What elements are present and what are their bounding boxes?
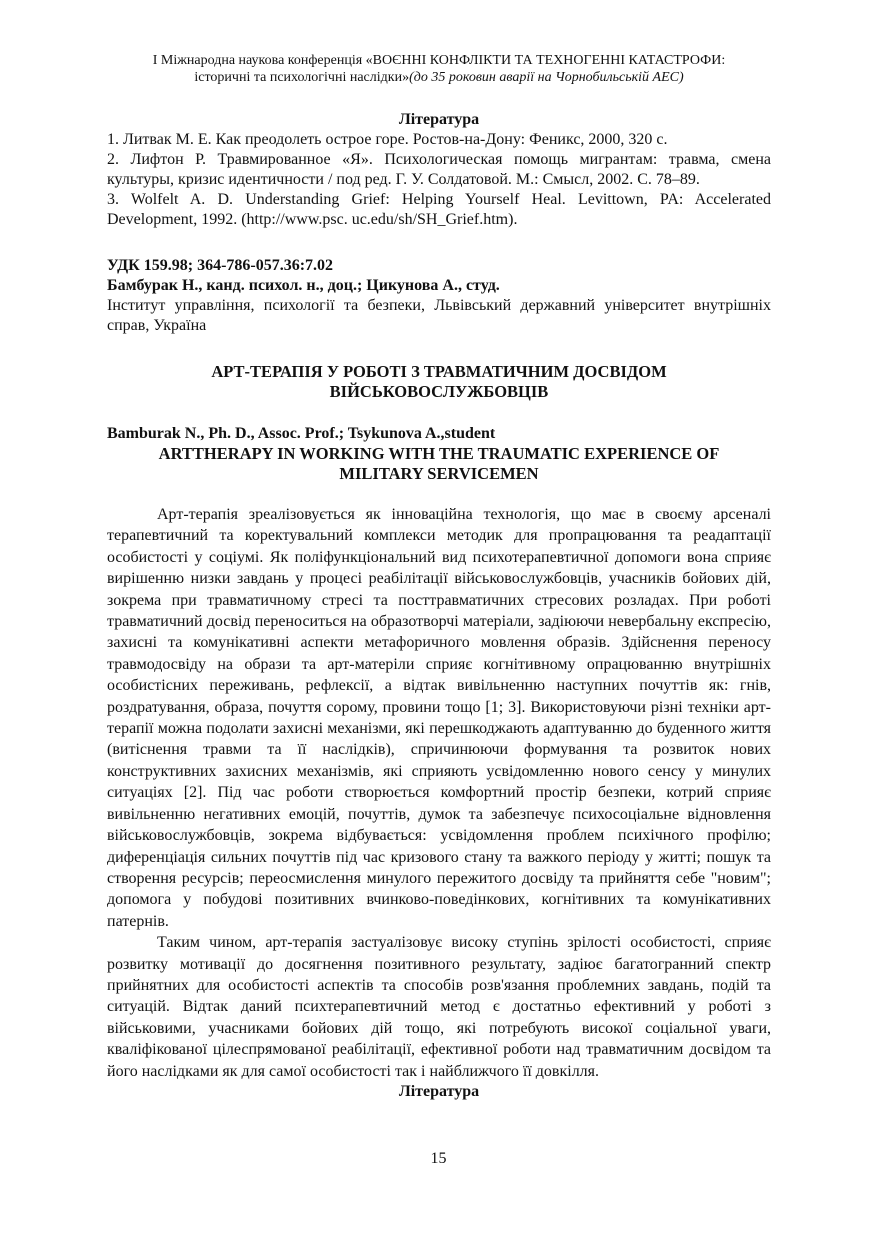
page-number: 15 bbox=[430, 1150, 447, 1167]
running-header-note: (до 35 роковин аварії на Чорнобильській АЕС) bbox=[409, 70, 684, 85]
article-title-english-line-2: MILITARY SERVICEMEN bbox=[339, 464, 539, 483]
article-title-english bbox=[107, 444, 771, 484]
document-page bbox=[107, 52, 771, 1102]
article-title-english-line-1: ARTTHERAPY IN WORKING WITH THE TRAUMATIC EXPERIENCE OF bbox=[158, 444, 720, 463]
body-paragraph: Арт-терапія зреалізовується як інноваційна технологія, що має в своєму арсеналі терапевтичний та коректувальний комплекси методик для пропрацювання та реадаптації особистості у соціумі. Як поліфункціональний вид психотерапевтичної допомоги вона сприяє вирішенню низки завдань у процесі реабілітації військовослужбовців, учасників бойових дій, зокрема при травматичному стресі та посттравматичних стресових розладах. При роботі травматичний досвід переноситься на образотворчі матеріали, задіюючи невербальну експресію, захисні та комунікативні аспекти метафоричного мовлення образів. Здійснення переносу травмодосвіду на образи та арт-матеріли сприяє когнітивному опрацюванню внутрішніх особистісних переживань, рефлексії, а відтак вивільненню наступних почуттів як: гнів, роздратування, образа, почуття сорому, провини тощо [1; 3]. Використовуючи різні техніки арт-терапії можна подолати захисні механізми, які перешкоджають адаптуванню до буденного життя (витіснення травми та її наслідків), спричинюючи формування та розвиток нових конструктивних захисних механізмів, які сприяють усвідомленню нового сенсу у минулих ситуаціях [2]. Під час роботи створюється комфортний простір безпеки, котрий сприяє вивільненню негативних емоцій, почуттів, думок та забезпечує психосоціальне відновлення військовослужбовців, зокрема відбувається: усвідомлення проблем психічного профілю; диференціація сильних почуттів під час кризового стану та важкого періоду у житті; пошук та створення ресурсів; переосмислення минулого пережитого досвіду та прийняття себе "новим"; допомога у побудові позитивних вчинково-поведінкових, когнітивних та комунікативних патернів. bbox=[107, 506, 771, 930]
article-body bbox=[107, 504, 771, 1082]
udk-code: УДК 159.98; 364-786-057.36:7.02 bbox=[107, 257, 334, 274]
references-heading-bottom: Література bbox=[398, 1082, 480, 1100]
reference-item: 3. Wolfelt A. D. Understanding Grief: Helping Yourself Heal. Levittown, PA: Accelerated Development, 1992. (http://www.psc. uc.edu/sh/SH_Grief.htm). bbox=[107, 191, 771, 228]
references-list bbox=[107, 130, 771, 230]
authors-english: Bamburak N., Ph. D., Assoc. Prof.; Tsykunova A.,student bbox=[107, 425, 496, 442]
references-heading: Література bbox=[398, 111, 480, 128]
article-title-ukrainian-line-2: ВІЙСЬКОВОСЛУЖБОВЦІВ bbox=[329, 382, 549, 401]
article-title-ukrainian-line-1: АРТ-ТЕРАПІЯ У РОБОТІ З ТРАВМАТИЧНИМ ДОСВІДОМ bbox=[211, 362, 667, 381]
affiliation: Інститут управління, психології та безпеки, Львівський державний університет внутрішніх справ, Україна bbox=[107, 297, 771, 334]
article-title-ukrainian bbox=[107, 362, 771, 402]
running-header-subtitle: історичні та психологічні наслідки» bbox=[194, 70, 410, 85]
reference-item: 2. Лифтон Р. Травмированное «Я». Психологическая помощь мигрантам: травма, смена культуры, кризис идентичности / под ред. Г. У. Солдатовой. М.: Смысл, 2002. С. 78–89. bbox=[107, 151, 771, 188]
running-header bbox=[97, 52, 781, 86]
body-paragraph: Таким чином, арт-терапія застуалізовує високу ступінь зрілості особистості, сприяє розвитку мотивації до досягнення позитивного результату, задіює багатогранний спектр прийнятних для особистості аспектів та способів розв'язання проблемних завдань, подій та ситуацій. Відтак даний психтерапевтичний метод є достатньо ефективний у роботі з військовими, учасниками бойових дій тощо, які потребують високої соціальної уваги, кваліфікованої цілеспрямованої реабілітації, ефективної роботи над травматичним досвідом та його наслідками як для самої особистості так і найближчого її довкілля. bbox=[107, 934, 771, 1080]
running-header-line-2 bbox=[97, 69, 781, 86]
reference-item: 1. Литвак М. Е. Как преодолеть острое горе. Ростов-на-Дону: Феникс, 2000, 320 с. bbox=[107, 131, 668, 148]
authors-ukrainian: Бамбурак Н., канд. психол. н., доц.; Цикунова А., студ. bbox=[107, 277, 500, 294]
running-header-line-1: I Міжнародна наукова конференція «ВОЄННІ КОНФЛІКТИ ТА ТЕХНОГЕННІ КАТАСТРОФИ: bbox=[152, 53, 726, 68]
